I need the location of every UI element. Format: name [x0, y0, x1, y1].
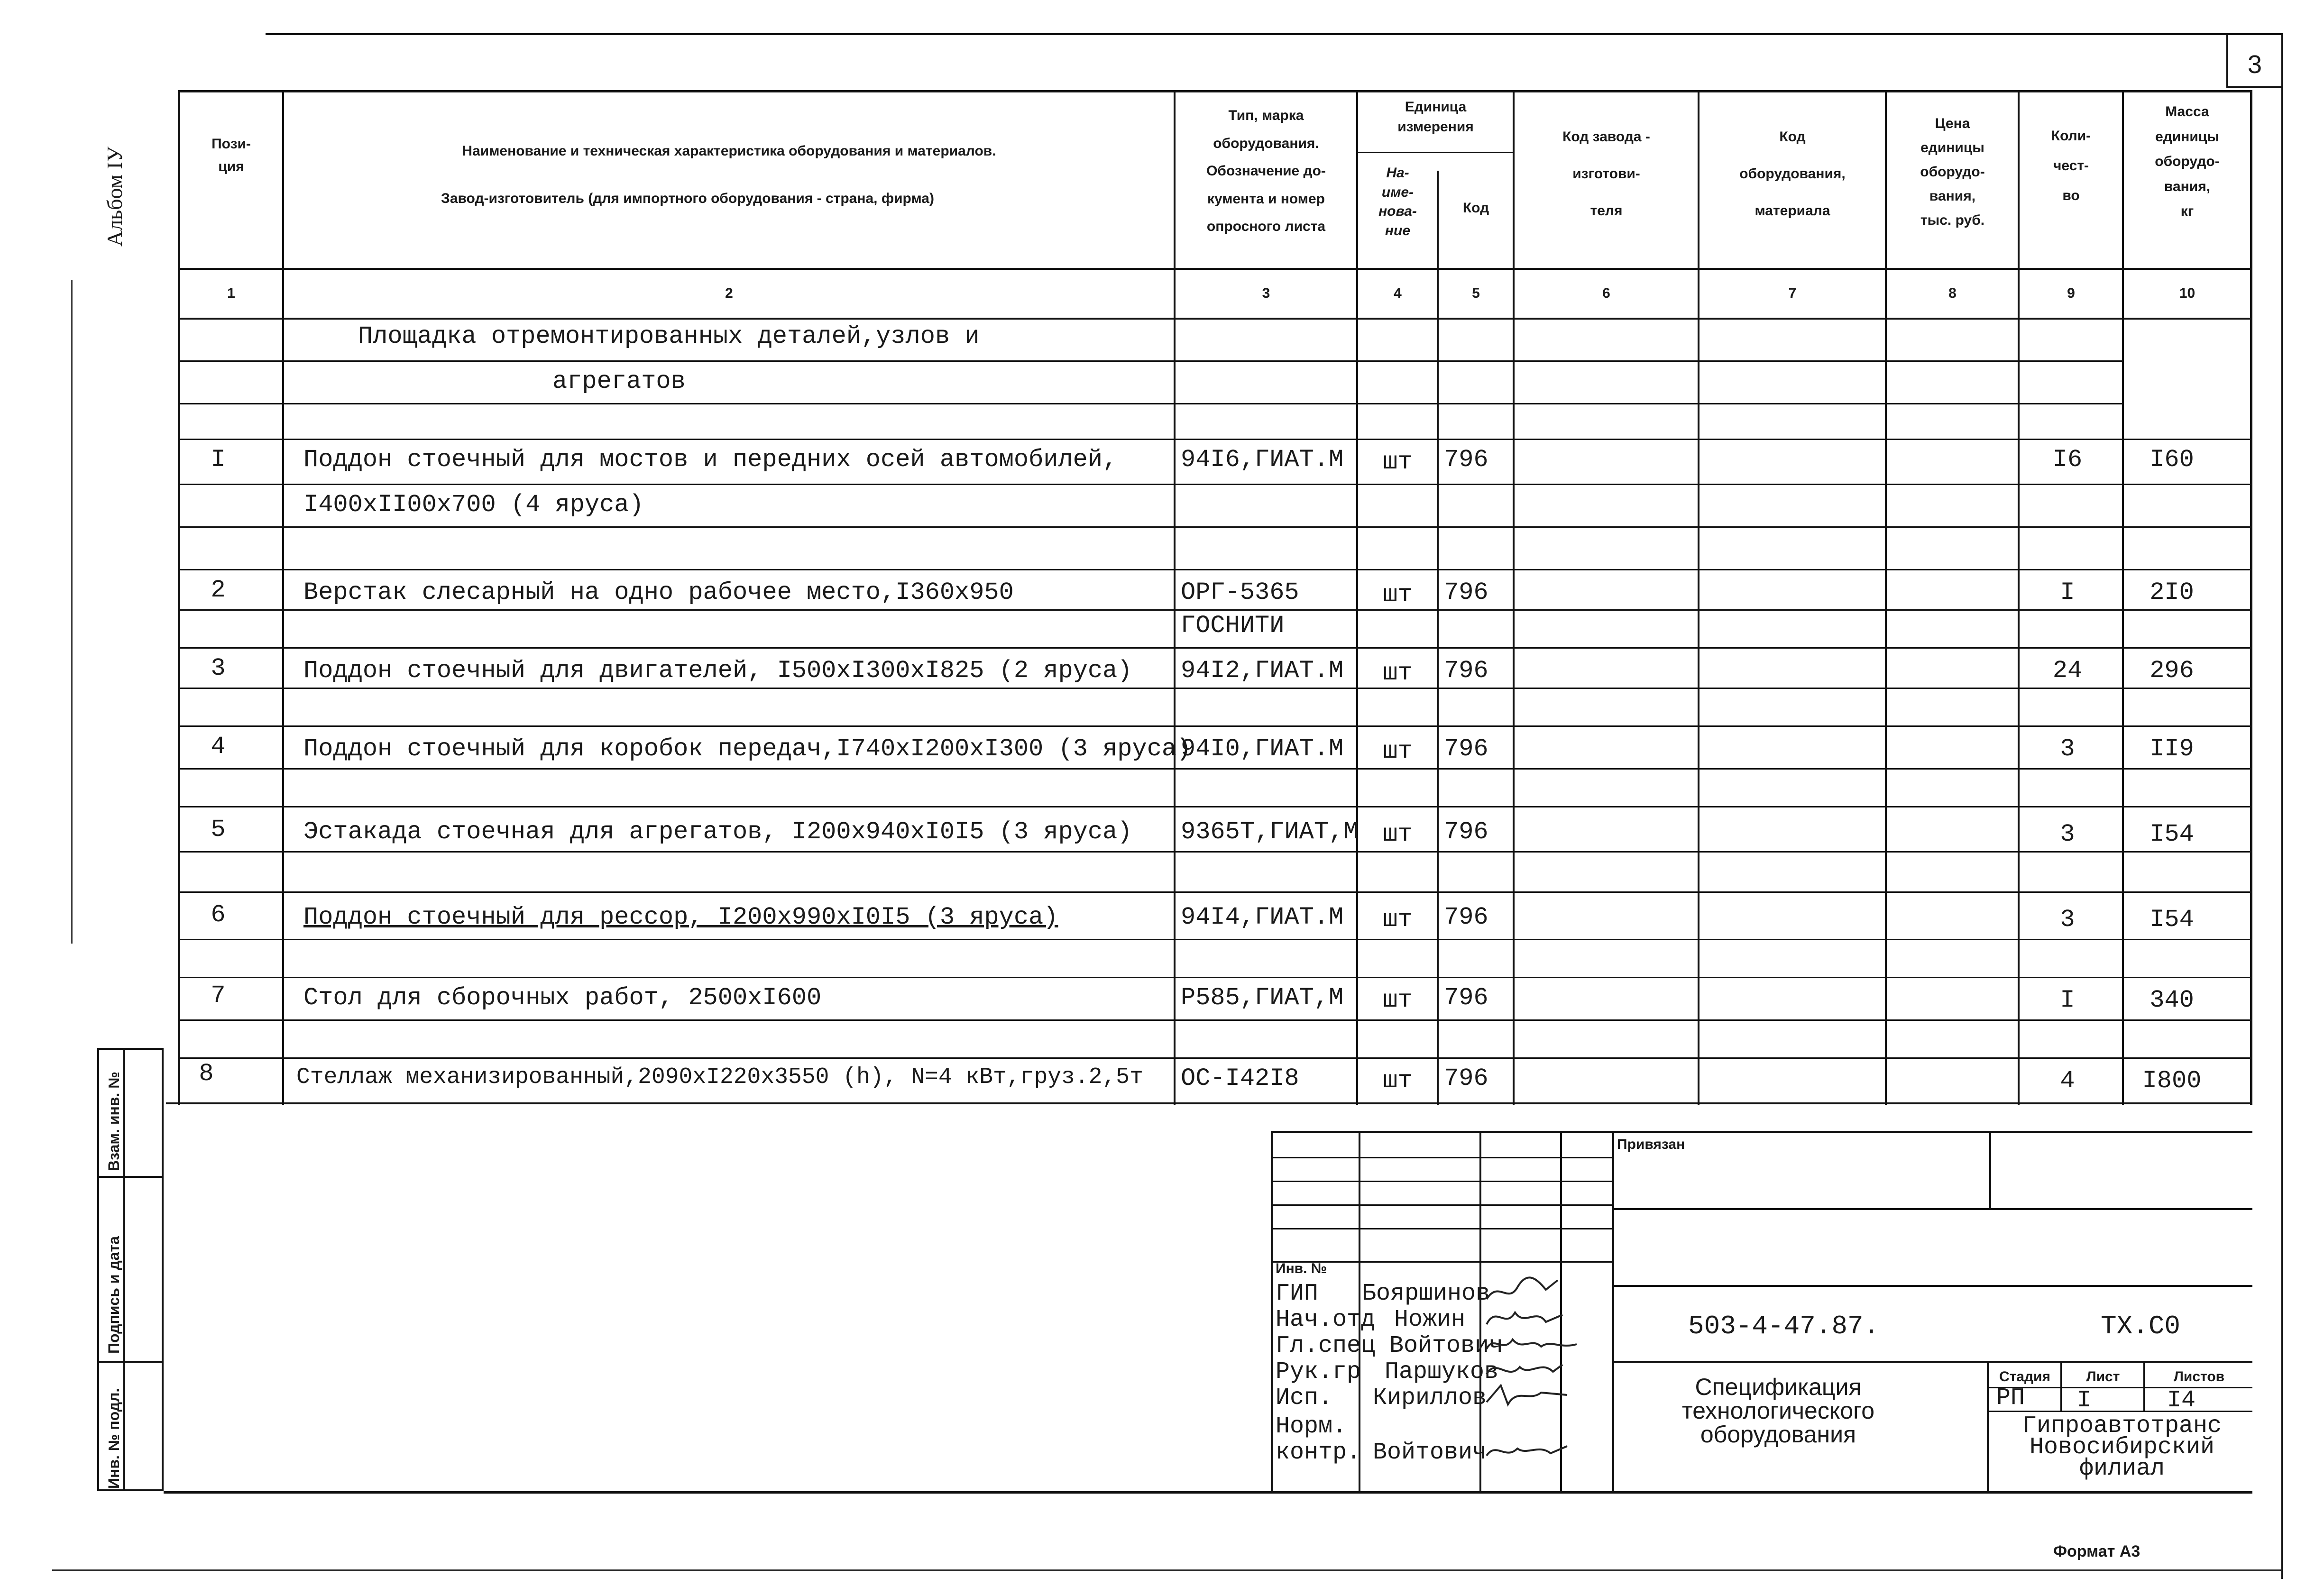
page-number-box-bottom: [2226, 86, 2283, 88]
col-number-6: 6: [1602, 285, 1610, 301]
stage-label: Стадия: [1999, 1369, 2051, 1385]
header-numbers-top: [178, 268, 2252, 270]
header-unit-code: Код: [1462, 200, 1489, 216]
header-type: Тип, марка оборудования. Обозначение до- кумента и номер опросного листа: [1206, 108, 1326, 234]
header-unit-group: Единица измерения: [1397, 99, 1474, 135]
stamp-right-divider: [1989, 1131, 1991, 1209]
col-number-9: 9: [2067, 285, 2075, 301]
row7-type: Р585,ГИАТ,М: [1181, 984, 1344, 1012]
stamp-right-h1: [1612, 1208, 2252, 1210]
stage-box-v1: [2060, 1361, 2062, 1412]
row8-mass: I800: [2142, 1067, 2202, 1095]
row4-qty: 3: [2060, 735, 2075, 763]
row-line: [180, 939, 2250, 940]
inv-no-label: Инв. №: [1276, 1261, 1327, 1276]
sheet-code: ТХ.С0: [2101, 1311, 2181, 1341]
role-gip: ГИП: [1276, 1280, 1319, 1307]
row2-type: ОРГ-5365: [1181, 578, 1299, 606]
header-mass: Масса единицы оборудо- вания, кг: [2155, 104, 2220, 219]
row2-qty: I: [2060, 578, 2075, 606]
col-sep-6: [1698, 90, 1699, 1105]
row6-code: 796: [1444, 903, 1488, 931]
row6-position: 6: [211, 901, 226, 929]
header-numbers-bottom: [178, 318, 2252, 320]
role-ruk-gr: Рук.гр: [1276, 1358, 1361, 1385]
header-position: Пози- ция: [211, 136, 251, 174]
row5-position: 5: [211, 816, 226, 844]
stamp-col-4: [1612, 1131, 1614, 1491]
row5-code: 796: [1444, 818, 1488, 846]
col-sep-9: [2122, 90, 2124, 1105]
col-sep-4: [1437, 171, 1439, 1105]
name-nach-otd: Ножин: [1394, 1306, 1466, 1333]
row8-unit: шт: [1383, 1067, 1413, 1095]
row-line: [180, 360, 2122, 362]
row6-name: Поддон стоечный для рессор, I200x990xI0I5 (3 яруса): [303, 903, 1058, 931]
privyazan-label: Привязан: [1617, 1137, 1685, 1152]
album-label: Альбом IУ: [102, 146, 127, 247]
stamp-top-rows: [1271, 1204, 1612, 1206]
role-gl-spec: Гл.спец: [1276, 1332, 1376, 1359]
row7-name: Стол для сборочных работ, 2500xI600: [303, 984, 822, 1012]
header-equipment-code: Код оборудования, материала: [1739, 129, 1846, 219]
name-gl-spec: Войтович: [1389, 1332, 1504, 1359]
row3-qty: 24: [2052, 657, 2083, 685]
page-number-box-left: [2226, 33, 2228, 88]
row3-type: 94I2,ГИАТ.М: [1181, 657, 1344, 685]
stamp-top: [1271, 1131, 2252, 1133]
row-line: [180, 1019, 2250, 1021]
row-line: [180, 569, 2250, 570]
col-sep-3: [1356, 90, 1358, 1105]
table-body-bottom: [166, 1102, 2252, 1104]
row-line: [180, 725, 2250, 727]
stamp-right-h2: [1612, 1285, 2252, 1287]
stamp-bottom: [164, 1491, 2252, 1494]
row-line: [180, 609, 2250, 611]
stage-box-left: [1987, 1361, 1989, 1494]
role-norm: Норм.: [1276, 1413, 1347, 1440]
row2-name: Верстак слесарный на одно рабочее место,I360x950: [303, 578, 1014, 606]
row7-mass: 340: [2149, 986, 2194, 1014]
row1-code: 796: [1444, 446, 1488, 474]
sheets-value: I4: [2167, 1387, 2196, 1414]
row6-unit: шт: [1383, 906, 1413, 934]
col-number-8: 8: [1948, 285, 1957, 301]
row7-position: 7: [211, 981, 226, 1009]
doc-code: 503-4-47.87.: [1688, 1311, 1880, 1341]
stamp-top-rows: [1271, 1181, 1612, 1182]
role-nach-otd: Нач.отд: [1276, 1306, 1376, 1333]
col-number-2: 2: [725, 285, 733, 301]
row5-mass: I54: [2149, 820, 2194, 848]
table-top: [178, 90, 2252, 92]
row7-code: 796: [1444, 984, 1488, 1012]
top-border-line: [266, 33, 2283, 35]
organization: Гипроавтотранс Новосибирский филиал: [2022, 1413, 2222, 1482]
podpis-data-label: Подпись и дата: [105, 1236, 122, 1354]
row-line: [180, 526, 2250, 528]
row2-mass: 2I0: [2149, 578, 2194, 606]
row3-mass: 296: [2149, 657, 2194, 685]
col-sep-5: [1513, 90, 1515, 1105]
row5-type: 9365Т,ГИАТ,М: [1181, 818, 1359, 846]
row4-mass: II9: [2149, 735, 2194, 763]
stage-box-v2: [2143, 1361, 2145, 1412]
col-number-10: 10: [2179, 285, 2195, 301]
signature-gl-spec: [1484, 1330, 1579, 1358]
col-sep-1: [282, 90, 284, 1105]
row-line: [180, 891, 2250, 893]
signature-kontr: [1484, 1437, 1570, 1465]
row2-unit: шт: [1383, 581, 1413, 609]
sheet-value: I: [2077, 1387, 2092, 1414]
format-label: Формат А3: [2053, 1542, 2140, 1560]
row-line: [180, 647, 2250, 649]
row4-name: Поддон стоечный для коробок передач,I740xI200xI300 (3 яруса): [303, 735, 1192, 763]
name-kontr: Войтович: [1373, 1439, 1487, 1466]
row8-type: ОС-I42I8: [1181, 1064, 1299, 1092]
header-unit-name: На- име- нова- ние: [1378, 165, 1417, 238]
stage-value: РП: [1996, 1385, 2025, 1412]
page-number: 3: [2247, 50, 2262, 79]
row8-qty: 4: [2060, 1067, 2075, 1095]
vzam-inv-label: Взам. инв. №: [105, 1072, 122, 1171]
stamp-right-h3: [1612, 1361, 2252, 1363]
role-kontr: контр.: [1276, 1439, 1361, 1466]
header-name-line2: Завод-изготовитель (для импортного оборудования - страна, фирма): [441, 191, 934, 206]
header-qty: Коли- чест- во: [2051, 128, 2091, 203]
row1-unit: шт: [1383, 448, 1413, 476]
col-number-4: 4: [1394, 285, 1402, 301]
document-title: Спецификация технологического оборудования: [1681, 1374, 1875, 1448]
row8-position: 8: [199, 1060, 214, 1088]
header-price: Цена единицы оборудо- вания, тыс. руб.: [1920, 116, 1985, 228]
row3-position: 3: [211, 654, 226, 682]
row-line: [180, 851, 2250, 853]
section-title-line2: агрегатов: [552, 367, 686, 395]
row8-name: Стеллаж механизированный,2090xI220x3550 (h), N=4 кВт,груз.2,5т: [296, 1064, 1143, 1090]
row-line: [180, 403, 2122, 404]
row5-qty: 3: [2060, 820, 2075, 848]
row-line: [180, 688, 2250, 689]
row-line: [180, 1057, 2250, 1059]
right-border-line: [2281, 33, 2283, 1579]
signature-nach-otd: [1484, 1303, 1565, 1334]
row3-code: 796: [1444, 657, 1488, 685]
role-isp: Исп.: [1276, 1385, 1333, 1412]
row1-type: 94I6,ГИАТ.М: [1181, 446, 1344, 474]
left-stamp-hline: [97, 1176, 164, 1178]
row-line: [180, 768, 2250, 770]
row7-unit: шт: [1383, 986, 1413, 1014]
row-line: [180, 977, 2250, 978]
bottom-border-line: [52, 1569, 2281, 1571]
row4-unit: шт: [1383, 737, 1413, 765]
row6-mass: I54: [2149, 906, 2194, 934]
row5-unit: шт: [1383, 820, 1413, 848]
stamp-col-2: [1479, 1131, 1481, 1491]
row1-mass: I60: [2149, 446, 2194, 474]
row1-name-cont: I400xII00x700 (4 яруса): [303, 491, 644, 519]
inv-podl-label: Инв. № подл.: [105, 1388, 122, 1489]
unit-group-line: [1356, 152, 1513, 153]
left-stamp-hline: [97, 1361, 164, 1363]
row2-position: 2: [211, 576, 226, 604]
sheets-label: Листов: [2173, 1369, 2225, 1385]
col-sep-2: [1174, 90, 1176, 1105]
row7-qty: I: [2060, 986, 2075, 1014]
album-rule: [71, 280, 73, 944]
row8-code: 796: [1444, 1064, 1488, 1092]
row-line: [180, 806, 2250, 807]
row3-name: Поддон стоечный для двигателей, I500xI300xI825 (2 яруса): [303, 657, 1132, 685]
row-line: [180, 439, 2250, 440]
section-title-line1: Площадка отремонтированных деталей,узлов и: [358, 322, 980, 350]
row4-type: 94I0,ГИАТ.М: [1181, 735, 1344, 763]
row2-code: 796: [1444, 578, 1488, 606]
table-right: [2250, 90, 2252, 1105]
col-number-7: 7: [1788, 285, 1797, 301]
row6-qty: 3: [2060, 906, 2075, 934]
stamp-top-rows: [1271, 1228, 1612, 1229]
col-number-3: 3: [1262, 285, 1270, 301]
row1-qty: I6: [2052, 446, 2083, 474]
row1-position: I: [211, 446, 226, 474]
row6-type: 94I4,ГИАТ.М: [1181, 903, 1344, 931]
stamp-left: [1271, 1131, 1273, 1491]
name-isp: Кириллов: [1373, 1385, 1487, 1412]
row4-position: 4: [211, 733, 226, 761]
header-name-line1: Наименование и техническая характеристика оборудования и материалов.: [462, 143, 996, 159]
row1-name: Поддон стоечный для мостов и передних осей автомобилей,: [303, 446, 1118, 474]
row-line: [180, 484, 2250, 485]
row2-type-cont: ГОСНИТИ: [1181, 612, 1285, 640]
stamp-top-rows: [1271, 1157, 1612, 1158]
name-ruk-gr: Паршуков: [1385, 1358, 1499, 1385]
col-number-5: 5: [1472, 285, 1480, 301]
col-sep-8: [2018, 90, 2020, 1105]
signature-isp: [1484, 1381, 1570, 1412]
row4-code: 796: [1444, 735, 1488, 763]
row3-unit: шт: [1383, 659, 1413, 687]
name-gip: Бояршинов: [1362, 1280, 1490, 1307]
row5-name: Эстакада стоечная для агрегатов, I200x940xI0I5 (3 яруса): [303, 818, 1132, 846]
stage-box-h2: [1987, 1411, 2252, 1412]
col-number-1: 1: [227, 285, 235, 301]
header-maker-code: Код завода - изготови- теля: [1562, 129, 1650, 219]
col-sep-7: [1885, 90, 1887, 1105]
sheet-label: Лист: [2086, 1369, 2120, 1385]
